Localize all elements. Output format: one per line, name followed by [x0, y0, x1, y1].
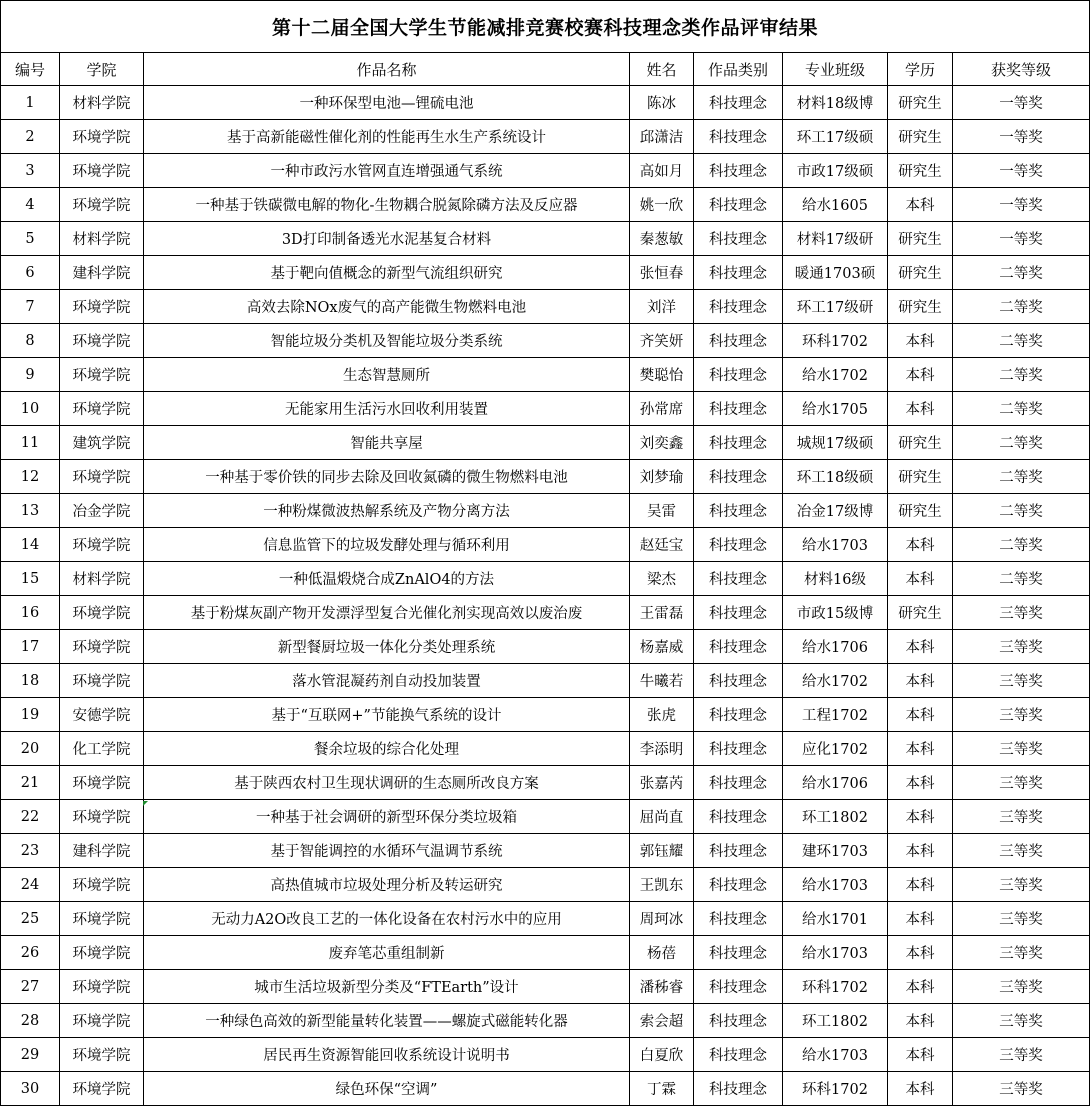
cell-class: 应化1702 [783, 732, 888, 766]
cell-number: 18 [1, 664, 60, 698]
cell-category: 科技理念 [694, 766, 783, 800]
cell-category: 科技理念 [694, 256, 783, 290]
cell-award: 二等奖 [953, 358, 1090, 392]
cell-number: 1 [1, 86, 60, 120]
cell-college: 环境学院 [60, 358, 144, 392]
cell-class: 给水1706 [783, 766, 888, 800]
cell-award: 二等奖 [953, 290, 1090, 324]
table-row [1, 256, 1090, 290]
cell-award: 三等奖 [953, 698, 1090, 732]
cell-college: 建科学院 [60, 256, 144, 290]
cell-award: 一等奖 [953, 188, 1090, 222]
header-degree: 学历 [888, 53, 953, 86]
cell-degree: 研究生 [888, 596, 953, 630]
cell-college: 环境学院 [60, 392, 144, 426]
cell-degree: 本科 [888, 1038, 953, 1072]
header-work-title: 作品名称 [144, 53, 630, 86]
cell-name: 杨嘉威 [630, 630, 694, 664]
cell-work-title: 一种基于社会调研的新型环保分类垃圾箱 [144, 800, 630, 834]
cell-category: 科技理念 [694, 1038, 783, 1072]
table-row [1, 936, 1090, 970]
table-row [1, 460, 1090, 494]
cell-name: 齐笑妍 [630, 324, 694, 358]
cell-degree: 本科 [888, 936, 953, 970]
cell-number: 6 [1, 256, 60, 290]
cell-degree: 研究生 [888, 120, 953, 154]
cell-category: 科技理念 [694, 902, 783, 936]
table-body [1, 86, 1090, 1106]
cell-name: 牛曦若 [630, 664, 694, 698]
header-category: 作品类别 [694, 53, 783, 86]
cell-category: 科技理念 [694, 460, 783, 494]
cell-award: 三等奖 [953, 732, 1090, 766]
cell-work-title: 一种市政污水管网直连增强通气系统 [144, 154, 630, 188]
cell-work-title: 生态智慧厕所 [144, 358, 630, 392]
cell-class: 工程1702 [783, 698, 888, 732]
cell-name: 索会超 [630, 1004, 694, 1038]
cell-category: 科技理念 [694, 596, 783, 630]
cell-category: 科技理念 [694, 630, 783, 664]
cell-work-title: 一种环保型电池—锂硫电池 [144, 86, 630, 120]
cell-college: 材料学院 [60, 86, 144, 120]
cell-work-title: 一种绿色高效的新型能量转化装置——螺旋式磁能转化器 [144, 1004, 630, 1038]
cell-college: 环境学院 [60, 528, 144, 562]
cell-name: 张嘉芮 [630, 766, 694, 800]
cell-category: 科技理念 [694, 834, 783, 868]
cell-category: 科技理念 [694, 1072, 783, 1106]
title-row [1, 1, 1090, 53]
cell-name: 杨蓓 [630, 936, 694, 970]
cell-number: 21 [1, 766, 60, 800]
cell-college: 环境学院 [60, 154, 144, 188]
cell-number: 2 [1, 120, 60, 154]
cell-class: 市政17级硕 [783, 154, 888, 188]
cell-degree: 本科 [888, 324, 953, 358]
table-row [1, 732, 1090, 766]
cell-work-title: 一种基于零价铁的同步去除及回收氮磷的微生物燃料电池 [144, 460, 630, 494]
cell-category: 科技理念 [694, 86, 783, 120]
cell-college: 材料学院 [60, 222, 144, 256]
cell-class: 给水1702 [783, 358, 888, 392]
cell-class: 建环1703 [783, 834, 888, 868]
cell-class: 材料16级 [783, 562, 888, 596]
table-row [1, 562, 1090, 596]
cell-category: 科技理念 [694, 392, 783, 426]
cell-class: 给水1703 [783, 936, 888, 970]
cell-award: 二等奖 [953, 324, 1090, 358]
cell-degree: 本科 [888, 800, 953, 834]
cell-name: 赵廷宝 [630, 528, 694, 562]
cell-degree: 研究生 [888, 256, 953, 290]
cell-category: 科技理念 [694, 970, 783, 1004]
cell-category: 科技理念 [694, 290, 783, 324]
cell-name: 屈尚直 [630, 800, 694, 834]
cell-number: 9 [1, 358, 60, 392]
cell-award: 一等奖 [953, 222, 1090, 256]
cell-award: 二等奖 [953, 494, 1090, 528]
table-row [1, 120, 1090, 154]
cell-award: 一等奖 [953, 120, 1090, 154]
cell-work-title: 高效去除NOx废气的高产能微生物燃料电池 [144, 290, 630, 324]
cell-category: 科技理念 [694, 528, 783, 562]
cell-category: 科技理念 [694, 120, 783, 154]
cell-college: 环境学院 [60, 188, 144, 222]
cell-class: 城规17级硕 [783, 426, 888, 460]
cell-award: 三等奖 [953, 596, 1090, 630]
table-row [1, 970, 1090, 1004]
table-row [1, 392, 1090, 426]
cell-degree: 本科 [888, 970, 953, 1004]
table-row [1, 596, 1090, 630]
cell-work-title: 居民再生资源智能回收系统设计说明书 [144, 1038, 630, 1072]
cell-number: 25 [1, 902, 60, 936]
table-row [1, 834, 1090, 868]
cell-name: 姚一欣 [630, 188, 694, 222]
cell-work-title: 落水管混凝药剂自动投加装置 [144, 664, 630, 698]
cell-name: 吴雷 [630, 494, 694, 528]
table-row [1, 1004, 1090, 1038]
cell-college: 环境学院 [60, 970, 144, 1004]
cell-award: 三等奖 [953, 834, 1090, 868]
cell-work-title: 基于陕西农村卫生现状调研的生态厕所改良方案 [144, 766, 630, 800]
cell-award: 三等奖 [953, 1004, 1090, 1038]
cell-degree: 本科 [888, 698, 953, 732]
cell-category: 科技理念 [694, 698, 783, 732]
cell-degree: 本科 [888, 732, 953, 766]
cell-degree: 研究生 [888, 426, 953, 460]
header-name: 姓名 [630, 53, 694, 86]
cell-award: 三等奖 [953, 766, 1090, 800]
cell-work-title: 基于靶向值概念的新型气流组织研究 [144, 256, 630, 290]
cell-college: 化工学院 [60, 732, 144, 766]
cell-work-title: 绿色环保“空调” [144, 1072, 630, 1106]
cell-work-title: 3D打印制备透光水泥基复合材料 [144, 222, 630, 256]
cell-name: 邱潇洁 [630, 120, 694, 154]
cell-degree: 研究生 [888, 154, 953, 188]
cell-number: 13 [1, 494, 60, 528]
cell-number: 23 [1, 834, 60, 868]
cell-work-title: 无能家用生活污水回收利用装置 [144, 392, 630, 426]
cell-number: 10 [1, 392, 60, 426]
cell-category: 科技理念 [694, 358, 783, 392]
cell-degree: 本科 [888, 358, 953, 392]
cell-name: 陈冰 [630, 86, 694, 120]
table-row [1, 868, 1090, 902]
header-row [1, 53, 1090, 86]
cell-work-title: 废弃笔芯重组制新 [144, 936, 630, 970]
header-award: 获奖等级 [953, 53, 1090, 86]
cell-college: 环境学院 [60, 1004, 144, 1038]
cell-award: 二等奖 [953, 460, 1090, 494]
cell-degree: 本科 [888, 1004, 953, 1038]
table-row [1, 1072, 1090, 1106]
cell-award: 三等奖 [953, 1072, 1090, 1106]
table-row [1, 698, 1090, 732]
cell-degree: 本科 [888, 664, 953, 698]
table-row [1, 188, 1090, 222]
cell-award: 三等奖 [953, 868, 1090, 902]
cell-class: 材料17级研 [783, 222, 888, 256]
cell-category: 科技理念 [694, 222, 783, 256]
cell-college: 环境学院 [60, 664, 144, 698]
cell-class: 环工17级研 [783, 290, 888, 324]
table-row [1, 630, 1090, 664]
cell-work-title: 城市生活垃圾新型分类及“FTEarth”设计 [144, 970, 630, 1004]
cell-degree: 本科 [888, 392, 953, 426]
cell-name: 郭钰耀 [630, 834, 694, 868]
cell-work-title: 高热值城市垃圾处理分析及转运研究 [144, 868, 630, 902]
table-row [1, 800, 1090, 834]
cell-name: 张恒春 [630, 256, 694, 290]
cell-degree: 研究生 [888, 460, 953, 494]
table-row [1, 358, 1090, 392]
cell-class: 环工17级硕 [783, 120, 888, 154]
cell-work-title: 餐余垃圾的综合化处理 [144, 732, 630, 766]
cell-class: 市政15级博 [783, 596, 888, 630]
cell-name: 梁杰 [630, 562, 694, 596]
cell-category: 科技理念 [694, 1004, 783, 1038]
cell-college: 环境学院 [60, 766, 144, 800]
table-row [1, 494, 1090, 528]
cell-category: 科技理念 [694, 664, 783, 698]
cell-award: 三等奖 [953, 902, 1090, 936]
cell-class: 环工18级硕 [783, 460, 888, 494]
cell-category: 科技理念 [694, 154, 783, 188]
cell-degree: 研究生 [888, 494, 953, 528]
cell-college: 环境学院 [60, 324, 144, 358]
cell-number: 12 [1, 460, 60, 494]
cell-college: 材料学院 [60, 562, 144, 596]
cell-category: 科技理念 [694, 426, 783, 460]
cell-work-title: 一种粉煤微波热解系统及产物分离方法 [144, 494, 630, 528]
cell-college: 环境学院 [60, 902, 144, 936]
cell-name: 秦葱敏 [630, 222, 694, 256]
cell-college: 环境学院 [60, 1038, 144, 1072]
cell-number: 14 [1, 528, 60, 562]
cell-name: 潘秭睿 [630, 970, 694, 1004]
cell-name: 丁霖 [630, 1072, 694, 1106]
cell-work-title: 一种低温煅烧合成ZnAlO4的方法 [144, 562, 630, 596]
cell-award: 一等奖 [953, 154, 1090, 188]
cell-college: 建科学院 [60, 834, 144, 868]
table-row [1, 1038, 1090, 1072]
cell-award: 二等奖 [953, 562, 1090, 596]
cell-class: 给水1702 [783, 664, 888, 698]
cell-class: 给水1703 [783, 1038, 888, 1072]
cell-number: 30 [1, 1072, 60, 1106]
cell-number: 22 [1, 800, 60, 834]
table-row [1, 426, 1090, 460]
cell-class: 给水1705 [783, 392, 888, 426]
cell-category: 科技理念 [694, 936, 783, 970]
cell-number: 16 [1, 596, 60, 630]
cell-college: 环境学院 [60, 120, 144, 154]
cell-name: 刘梦瑜 [630, 460, 694, 494]
cell-class: 冶金17级博 [783, 494, 888, 528]
cell-number: 20 [1, 732, 60, 766]
cell-class: 环科1702 [783, 970, 888, 1004]
cell-name: 李添明 [630, 732, 694, 766]
cell-work-title: 智能共享屋 [144, 426, 630, 460]
cell-college: 环境学院 [60, 460, 144, 494]
cell-work-title: 无动力A2O改良工艺的一体化设备在农村污水中的应用 [144, 902, 630, 936]
cell-award: 三等奖 [953, 936, 1090, 970]
cell-degree: 研究生 [888, 222, 953, 256]
cell-name: 王雷磊 [630, 596, 694, 630]
cell-award: 三等奖 [953, 800, 1090, 834]
cell-award: 三等奖 [953, 970, 1090, 1004]
table-row [1, 528, 1090, 562]
cell-degree: 本科 [888, 1072, 953, 1106]
cell-degree: 本科 [888, 834, 953, 868]
cell-award: 三等奖 [953, 630, 1090, 664]
cell-class: 环科1702 [783, 324, 888, 358]
header-number: 编号 [1, 53, 60, 86]
cell-degree: 本科 [888, 188, 953, 222]
cell-name: 刘奕鑫 [630, 426, 694, 460]
cell-college: 环境学院 [60, 1072, 144, 1106]
cell-name: 樊聪怡 [630, 358, 694, 392]
cell-work-title: 基于粉煤灰副产物开发漂浮型复合光催化剂实现高效以废治废 [144, 596, 630, 630]
cell-category: 科技理念 [694, 868, 783, 902]
cell-college: 环境学院 [60, 868, 144, 902]
cell-award: 三等奖 [953, 664, 1090, 698]
cell-number: 19 [1, 698, 60, 732]
header-college: 学院 [60, 53, 144, 86]
cell-class: 环工1802 [783, 800, 888, 834]
cell-number: 27 [1, 970, 60, 1004]
cell-degree: 本科 [888, 528, 953, 562]
cell-class: 给水1706 [783, 630, 888, 664]
cell-work-title: 信息监管下的垃圾发酵处理与循环利用 [144, 528, 630, 562]
table-row [1, 222, 1090, 256]
cell-work-title: 一种基于铁碳微电解的物化-生物耦合脱氮除磷方法及反应器 [144, 188, 630, 222]
cell-category: 科技理念 [694, 494, 783, 528]
header-class: 专业班级 [783, 53, 888, 86]
cell-degree: 本科 [888, 766, 953, 800]
cell-number: 29 [1, 1038, 60, 1072]
cell-degree: 研究生 [888, 86, 953, 120]
cell-name: 孙常席 [630, 392, 694, 426]
cell-name: 白夏欣 [630, 1038, 694, 1072]
cell-award: 二等奖 [953, 256, 1090, 290]
cell-number: 3 [1, 154, 60, 188]
cell-number: 8 [1, 324, 60, 358]
cell-class: 给水1703 [783, 528, 888, 562]
cell-class: 环科1702 [783, 1072, 888, 1106]
table-row [1, 766, 1090, 800]
cell-number: 26 [1, 936, 60, 970]
table-row [1, 902, 1090, 936]
cell-degree: 研究生 [888, 290, 953, 324]
cell-category: 科技理念 [694, 324, 783, 358]
table-row [1, 154, 1090, 188]
cell-work-title: 基于“互联网+”节能换气系统的设计 [144, 698, 630, 732]
cell-college: 环境学院 [60, 596, 144, 630]
cell-comment-marker [143, 801, 148, 806]
cell-category: 科技理念 [694, 188, 783, 222]
cell-category: 科技理念 [694, 562, 783, 596]
table-row [1, 290, 1090, 324]
cell-award: 二等奖 [953, 528, 1090, 562]
cell-college: 环境学院 [60, 800, 144, 834]
cell-number: 7 [1, 290, 60, 324]
cell-name: 高如月 [630, 154, 694, 188]
cell-work-title: 基于智能调控的水循环气温调节系统 [144, 834, 630, 868]
cell-degree: 本科 [888, 902, 953, 936]
table-row [1, 86, 1090, 120]
cell-category: 科技理念 [694, 732, 783, 766]
cell-degree: 本科 [888, 868, 953, 902]
cell-college: 冶金学院 [60, 494, 144, 528]
cell-award: 一等奖 [953, 86, 1090, 120]
cell-name: 王凯东 [630, 868, 694, 902]
cell-number: 17 [1, 630, 60, 664]
cell-college: 环境学院 [60, 290, 144, 324]
cell-name: 周珂冰 [630, 902, 694, 936]
table-title: 第十二届全国大学生节能减排竞赛校赛科技理念类作品评审结果 [1, 1, 1090, 53]
cell-class: 环工1802 [783, 1004, 888, 1038]
cell-category: 科技理念 [694, 800, 783, 834]
cell-class: 材料18级博 [783, 86, 888, 120]
cell-college: 建筑学院 [60, 426, 144, 460]
cell-number: 5 [1, 222, 60, 256]
cell-name: 张虎 [630, 698, 694, 732]
cell-work-title: 基于高新能磁性催化剂的性能再生水生产系统设计 [144, 120, 630, 154]
cell-name: 刘洋 [630, 290, 694, 324]
cell-number: 15 [1, 562, 60, 596]
cell-class: 给水1703 [783, 868, 888, 902]
cell-college: 环境学院 [60, 936, 144, 970]
table-row [1, 324, 1090, 358]
cell-class: 暖通1703硕 [783, 256, 888, 290]
cell-number: 24 [1, 868, 60, 902]
cell-number: 11 [1, 426, 60, 460]
cell-college: 安德学院 [60, 698, 144, 732]
table-row [1, 664, 1090, 698]
cell-work-title: 新型餐厨垃圾一体化分类处理系统 [144, 630, 630, 664]
cell-number: 4 [1, 188, 60, 222]
cell-degree: 本科 [888, 562, 953, 596]
cell-degree: 本科 [888, 630, 953, 664]
cell-award: 二等奖 [953, 392, 1090, 426]
cell-award: 二等奖 [953, 426, 1090, 460]
cell-class: 给水1701 [783, 902, 888, 936]
cell-award: 三等奖 [953, 1038, 1090, 1072]
cell-class: 给水1605 [783, 188, 888, 222]
cell-number: 28 [1, 1004, 60, 1038]
cell-work-title: 智能垃圾分类机及智能垃圾分类系统 [144, 324, 630, 358]
cell-college: 环境学院 [60, 630, 144, 664]
